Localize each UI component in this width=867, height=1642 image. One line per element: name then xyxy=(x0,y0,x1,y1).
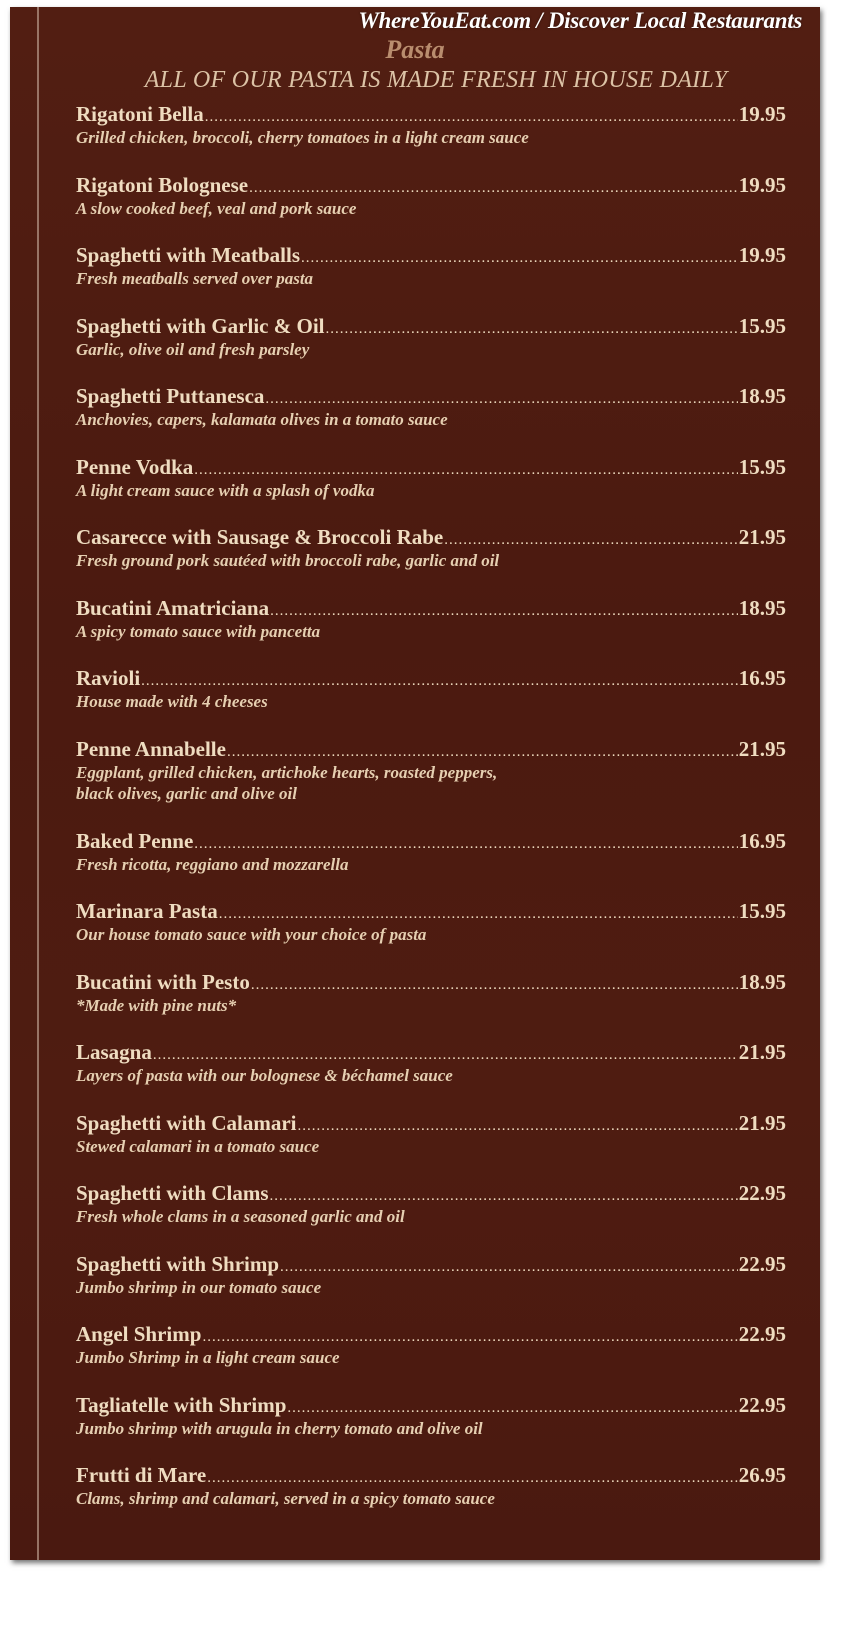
item-name: Spaghetti with Garlic & Oil xyxy=(76,313,325,338)
item-price: 21.95 xyxy=(738,525,786,549)
item-price: 19.95 xyxy=(738,172,786,197)
dot-leader xyxy=(270,603,738,620)
item-name: Bucatini with Pesto xyxy=(76,969,250,994)
item-price: 21.95 xyxy=(738,736,786,761)
item-description: Our house tomato sauce with your choice of pasta xyxy=(76,925,427,944)
item-name: Rigatoni Bolognese xyxy=(76,172,249,197)
menu-item-row xyxy=(76,1111,786,1136)
menu-item xyxy=(76,102,786,149)
menu-item xyxy=(76,1040,786,1087)
item-price: 18.95 xyxy=(738,384,786,408)
menu-item-row xyxy=(76,1040,786,1065)
menu-item-row xyxy=(76,243,786,268)
menu-item-row xyxy=(76,737,786,762)
item-description: Fresh whole clams in a seasoned garlic and oil xyxy=(76,1207,405,1226)
item-name: Penne Vodka xyxy=(76,454,194,479)
menu-item xyxy=(76,1252,786,1299)
menu-item-row xyxy=(76,666,786,691)
item-description: Garlic, olive oil and fresh parsley xyxy=(76,339,310,359)
page-fold-line xyxy=(37,7,39,1560)
dot-leader xyxy=(326,321,738,338)
item-name: Bucatini Amatriciana xyxy=(76,595,270,620)
item-description: A slow cooked beef, veal and pork sauce xyxy=(76,198,357,218)
item-price: 22.95 xyxy=(738,1392,786,1417)
item-name: Spaghetti with Meatballs xyxy=(76,243,301,267)
menu-item xyxy=(76,525,786,572)
dot-leader xyxy=(298,1118,738,1135)
item-name: Tagliatelle with Shrimp xyxy=(76,1392,287,1417)
menu-item-row xyxy=(76,1322,786,1347)
item-name: Penne Annabelle xyxy=(76,736,226,761)
menu-item-row xyxy=(76,455,786,480)
menu-item-row xyxy=(76,1252,786,1277)
dot-leader xyxy=(207,1470,738,1487)
menu-item xyxy=(76,455,786,502)
dot-leader xyxy=(227,744,738,761)
menu-item xyxy=(76,1322,786,1369)
menu-item xyxy=(76,1111,786,1158)
item-price: 21.95 xyxy=(738,1110,786,1135)
item-name: Casarecce with Sausage & Broccoli Rabe xyxy=(76,525,444,549)
section-subtitle: ALL OF OUR PASTA IS MADE FRESH IN HOUSE DAILY xyxy=(144,67,728,93)
menu-item xyxy=(76,666,786,713)
menu-item xyxy=(76,384,786,431)
menu-item-row xyxy=(76,173,786,198)
menu-item xyxy=(76,899,786,946)
dot-leader xyxy=(287,1400,737,1417)
menu-item xyxy=(76,1463,786,1510)
item-description: Anchovies, capers, kalamata olives in a tomato sauce xyxy=(76,410,448,429)
menu-item xyxy=(76,1181,786,1228)
item-name: Spaghetti Puttanesca xyxy=(76,384,265,408)
item-price: 15.95 xyxy=(738,313,786,338)
menu-item-row xyxy=(76,596,786,621)
item-description: Jumbo shrimp with arugula in cherry tomato and olive oil xyxy=(76,1418,483,1438)
menu-item xyxy=(76,173,786,220)
item-description: Stewed calamari in a tomato sauce xyxy=(76,1136,320,1156)
dot-leader xyxy=(249,180,738,197)
menu-item-row xyxy=(76,1393,786,1418)
item-price: 15.95 xyxy=(738,899,786,923)
menu-list xyxy=(76,102,786,1534)
menu-item xyxy=(76,314,786,361)
item-price: 26.95 xyxy=(738,1463,786,1487)
menu-item xyxy=(76,243,786,290)
item-name: Lasagna xyxy=(76,1040,152,1064)
item-name: Angel Shrimp xyxy=(76,1322,202,1346)
menu-item xyxy=(76,596,786,643)
menu-item-row xyxy=(76,102,786,127)
item-description: A light cream sauce with a splash of vodka xyxy=(76,480,375,500)
item-description: Fresh ricotta, reggiano and mozzarella xyxy=(76,854,349,874)
item-description: A spicy tomato sauce with pancetta xyxy=(76,621,321,641)
item-price: 19.95 xyxy=(738,102,786,126)
menu-page xyxy=(10,7,820,1560)
menu-item xyxy=(76,1393,786,1440)
item-name: Frutti di Mare xyxy=(76,1463,207,1487)
menu-item-row xyxy=(76,1181,786,1206)
dot-leader xyxy=(194,836,737,853)
item-price: 18.95 xyxy=(738,969,786,994)
menu-item-row xyxy=(76,314,786,339)
item-name: Spaghetti with Calamari xyxy=(76,1110,297,1135)
dot-leader xyxy=(251,977,738,994)
item-description: Fresh meatballs served over pasta xyxy=(76,269,314,288)
item-description: Grilled chicken, broccoli, cherry tomatoes in a light cream sauce xyxy=(76,128,529,147)
menu-item-row xyxy=(76,525,786,550)
item-price: 22.95 xyxy=(738,1181,786,1205)
menu-item-row xyxy=(76,970,786,995)
dot-leader xyxy=(141,673,738,690)
menu-item-row xyxy=(76,1463,786,1488)
menu-item-row xyxy=(76,384,786,409)
dot-leader xyxy=(280,1259,738,1276)
item-description: Eggplant, grilled chicken, artichoke hearts, roasted peppers, xyxy=(76,762,498,782)
item-description: Layers of pasta with our bolognese & béchamel sauce xyxy=(76,1066,453,1085)
dot-leader xyxy=(301,250,738,267)
watermark: WhereYouEat.com / Discover Local Restaurants xyxy=(358,8,802,33)
menu-item xyxy=(76,829,786,876)
item-description: black olives, garlic and olive oil xyxy=(76,784,297,803)
item-price: 18.95 xyxy=(738,595,786,620)
item-description: Fresh ground pork sautéed with broccoli rabe, garlic and oil xyxy=(76,551,500,570)
item-price: 22.95 xyxy=(738,1322,786,1346)
item-name: Baked Penne xyxy=(76,828,194,853)
item-name: Marinara Pasta xyxy=(76,899,218,923)
item-description: Jumbo Shrimp in a light cream sauce xyxy=(76,1348,340,1367)
item-description: Jumbo shrimp in our tomato sauce xyxy=(76,1277,322,1297)
item-price: 19.95 xyxy=(738,243,786,267)
menu-item-row xyxy=(76,829,786,854)
dot-leader xyxy=(205,109,738,126)
item-name: Spaghetti with Shrimp xyxy=(76,1251,280,1276)
item-price: 16.95 xyxy=(738,666,786,690)
dot-leader xyxy=(194,462,737,479)
item-name: Rigatoni Bella xyxy=(76,102,204,126)
menu-item-row xyxy=(76,899,786,924)
dot-leader xyxy=(202,1329,737,1346)
dot-leader xyxy=(270,1188,738,1205)
dot-leader xyxy=(153,1047,738,1064)
dot-leader xyxy=(219,906,738,923)
item-description: House made with 4 cheeses xyxy=(76,692,268,711)
menu-item xyxy=(76,970,786,1017)
section-title: Pasta xyxy=(385,35,445,64)
item-price: 15.95 xyxy=(738,454,786,479)
menu-item xyxy=(76,737,786,805)
item-price: 22.95 xyxy=(738,1251,786,1276)
item-name: Spaghetti with Clams xyxy=(76,1181,269,1205)
item-description: *Made with pine nuts* xyxy=(76,995,237,1015)
item-price: 21.95 xyxy=(738,1040,786,1064)
item-description: Clams, shrimp and calamari, served in a spicy tomato sauce xyxy=(76,1489,495,1508)
dot-leader xyxy=(444,532,737,549)
dot-leader xyxy=(265,391,737,408)
item-name: Ravioli xyxy=(76,666,141,690)
item-price: 16.95 xyxy=(738,828,786,853)
